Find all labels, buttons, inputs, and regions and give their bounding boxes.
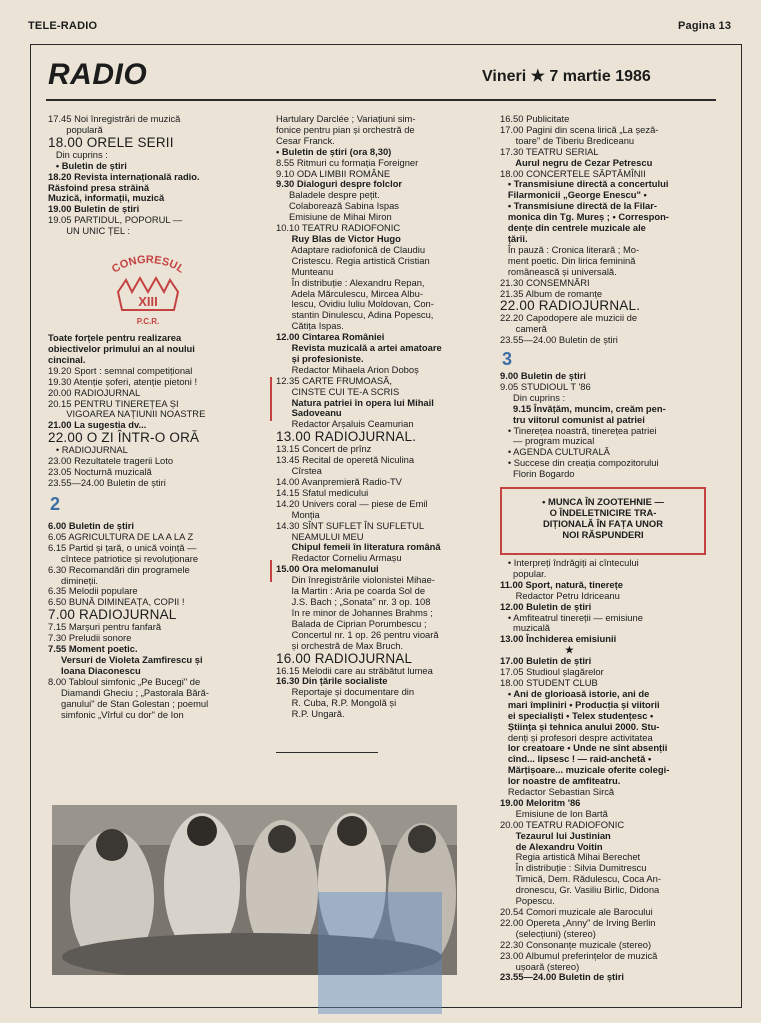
schedule-line: ei specialiști • Telex studențesc • bbox=[500, 709, 654, 721]
schedule-line: 8.55 Ritmuri cu formația Foreigner bbox=[276, 156, 419, 168]
schedule-line: Florin Bogardo bbox=[500, 468, 575, 480]
schedule-line: Din cuprins : bbox=[48, 148, 108, 160]
schedule-line: 9.00 Buletin de știri bbox=[500, 370, 586, 381]
schedule-line: Toate forțele pentru realizarea bbox=[48, 332, 182, 344]
schedule-line: Mărțișoare... muzicale oferite colegi- bbox=[500, 764, 670, 776]
schedule-line: • RADIOJURNAL bbox=[48, 444, 128, 456]
schedule-line: 18.00 STUDENT CLUB bbox=[500, 676, 598, 688]
schedule-line: Adaptare radiofonică de Claudiu bbox=[276, 243, 426, 255]
schedule-line: 23.00 Rezultatele tragerii Loto bbox=[48, 455, 174, 467]
schedule-line: 6.15 Partid și țară, o unică voință — bbox=[48, 541, 197, 553]
schedule-line: Hartulary Darclée ; Variațiuni sim- bbox=[276, 113, 416, 124]
schedule-column-1b bbox=[48, 521, 260, 720]
schedule-line: Emisiune de Mihai Miron bbox=[276, 211, 392, 223]
schedule-line: 20.00 TEATRU RADIOFONIC bbox=[500, 818, 625, 830]
schedule-line: Regia artistică Mihai Berechet bbox=[500, 851, 641, 863]
schedule-line: popular. bbox=[500, 567, 547, 579]
svg-text:CONGRESUL bbox=[110, 254, 187, 276]
schedule-line: românească și universală. bbox=[500, 265, 617, 277]
schedule-line: Ioana Diaconescu bbox=[48, 664, 141, 676]
schedule-line: 17.30 TEATRU SERIAL bbox=[500, 145, 599, 157]
schedule-line: și profesioniste. bbox=[276, 352, 364, 364]
schedule-line: 23.00 Albumul preferințelor de muzică bbox=[500, 949, 658, 961]
schedule-line: J.S. Bach ; „Sonata" nr. 3 op. 108 bbox=[276, 595, 431, 607]
schedule-line: Colaborează Sabina Ispas bbox=[276, 200, 399, 212]
schedule-line: • AGENDA CULTURALĂ bbox=[500, 446, 610, 458]
box-line-1: • MUNCA ÎN ZOOTEHNIE — bbox=[542, 496, 664, 507]
schedule-line: • Succese din creația compozitorului bbox=[500, 457, 659, 469]
column-2-end-rule bbox=[276, 752, 378, 753]
schedule-line: 20.54 Comori muzicale ale Barocului bbox=[500, 906, 653, 917]
date-line: Vineri ★ 7 martie 1986 bbox=[482, 68, 651, 85]
schedule-line: 17.05 Studioul șlagărelor bbox=[500, 666, 604, 678]
schedule-line: Redactor Corneliu Armașu bbox=[276, 552, 402, 564]
schedule-line: 6.35 Melodii populare bbox=[48, 585, 138, 597]
logo-sub-text: P.C.R. bbox=[136, 317, 160, 326]
schedule-line: stantin Dinulescu, Adina Popescu, bbox=[276, 309, 434, 321]
schedule-line: Versuri de Violeta Zamfirescu și bbox=[48, 653, 203, 665]
schedule-line: Monția bbox=[276, 508, 320, 520]
schedule-line: Redactor Petru Idriceanu bbox=[500, 589, 620, 601]
schedule-column-3c bbox=[500, 558, 714, 983]
schedule-line: 12.00 Cîntarea României bbox=[276, 331, 385, 343]
schedule-line: mari împliniri • Producția și viitorii bbox=[500, 698, 660, 710]
schedule-line: 17.00 Buletin de știri bbox=[500, 655, 592, 667]
schedule-line: • Buletin de știri (ora 8,30) bbox=[276, 145, 392, 157]
schedule-line: 9.05 STUDIOUL T '86 bbox=[500, 380, 591, 392]
schedule-line: 19.00 Meloritm '86 bbox=[500, 796, 581, 808]
schedule-line: 16.30 Din țările socialiste bbox=[276, 675, 388, 687]
schedule-line: Popescu. bbox=[500, 895, 555, 907]
schedule-line: CINSTE CUI TE-A SCRIS bbox=[276, 385, 400, 397]
congress-emblem-icon bbox=[88, 244, 208, 336]
schedule-line: 23.05 Nocturnă muzicală bbox=[48, 466, 152, 478]
schedule-line: 22.00 O ZI ÎNTR-O ORĂ bbox=[48, 430, 200, 446]
schedule-line: Revista muzicală a artei amatoare bbox=[276, 342, 442, 354]
schedule-line: și orchestră de Max Bruch. bbox=[276, 639, 404, 651]
schedule-line: 21.00 La sugestia dv... bbox=[48, 419, 147, 431]
schedule-line: 23.55—24.00 Buletin de știri bbox=[500, 971, 625, 983]
schedule-line: tru viitorul comunist al patriei bbox=[500, 413, 645, 425]
schedule-line: 23.55—24.00 Buletin de știri bbox=[500, 334, 618, 346]
schedule-line: Filarmonicii „George Enescu" • bbox=[500, 189, 647, 201]
schedule-line: 18.00 CONCERTELE SĂPTĂMÎNII bbox=[500, 167, 646, 179]
schedule-line: Din înregistrările violonistei Mihae- bbox=[276, 574, 435, 586]
schedule-line: 8.00 Tabloul simfonic „Pe Bucegi" de bbox=[48, 675, 201, 687]
schedule-line: dimineții. bbox=[48, 574, 99, 586]
box-line-2: O ÎNDELETNICIRE TRA- bbox=[549, 507, 657, 518]
highlight-bar-1 bbox=[270, 377, 272, 421]
schedule-line: ganului" de Stan Golestan ; poemul bbox=[48, 697, 209, 709]
schedule-line: 22.20 Capodopere ale muzicii de bbox=[500, 312, 638, 324]
schedule-line: 9.30 Dialoguri despre folclor bbox=[276, 178, 403, 190]
schedule-line: • Buletin de știri bbox=[48, 159, 127, 171]
schedule-line: În pauză : Cronica literară ; Mo- bbox=[500, 243, 640, 255]
highlight-bar-2 bbox=[270, 560, 272, 582]
schedule-line: În distribuție : Silvia Dumitrescu bbox=[500, 862, 647, 874]
schedule-line: în re minor de Johannes Brahms ; bbox=[276, 606, 433, 618]
schedule-line: Știința și tehnica anului 2000. Stu- bbox=[500, 720, 660, 732]
schedule-line: 13.00 RADIOJURNAL. bbox=[276, 429, 417, 445]
schedule-line: 19.30 Atenție șoferi, atenție pietoni ! bbox=[48, 375, 198, 387]
schedule-line: 16.50 Publicitate bbox=[500, 113, 570, 124]
schedule-line: 20.15 PENTRU TINEREȚEA ȘI bbox=[48, 397, 179, 409]
schedule-line: 6.30 Recomandări din programele bbox=[48, 563, 190, 575]
masthead-rule bbox=[46, 99, 716, 101]
schedule-line: Balada de Ciprian Porumbescu ; bbox=[276, 617, 427, 629]
schedule-column-2 bbox=[276, 114, 488, 720]
schedule-line: Diamandi Gheciu ; „Pastorala Bără- bbox=[48, 686, 210, 698]
page-number: Pagina 13 bbox=[678, 20, 732, 32]
schedule-column-3 bbox=[500, 114, 714, 346]
schedule-line: 17.00 Pagini din scena lirică „La șeză- bbox=[500, 123, 659, 135]
schedule-line: Redactor Arșaluis Ceamurian bbox=[276, 418, 414, 430]
schedule-line: Cristescu. Regia artistică Cristian bbox=[276, 254, 430, 266]
day-number-3: 3 bbox=[502, 349, 513, 369]
schedule-column-3b bbox=[500, 371, 714, 480]
schedule-line: Redactor Sebastian Sircă bbox=[500, 786, 615, 798]
schedule-line: dențe din centrele muzicale ale bbox=[500, 222, 646, 234]
schedule-line: • Ani de glorioasă istorie, ani de bbox=[500, 687, 650, 699]
schedule-line: 19.20 Sport : semnal competițional bbox=[48, 364, 193, 376]
schedule-line: Redactor Mihaela Arion Doboș bbox=[276, 363, 419, 375]
schedule-line: 19.05 PARTIDUL, POPORUL — bbox=[48, 214, 183, 226]
schedule-line: 7.15 Marșuri pentru fanfară bbox=[48, 621, 162, 633]
photo-watermark bbox=[318, 892, 442, 1014]
schedule-line: ușoară (stereo) bbox=[500, 960, 580, 972]
schedule-line: Sadoveanu bbox=[276, 407, 342, 419]
schedule-line: UN UNIC ȚEL : bbox=[48, 225, 130, 237]
schedule-line: populară bbox=[48, 123, 103, 135]
schedule-line: 11.00 Sport, natură, tinerețe bbox=[500, 578, 623, 590]
box-line-3: DIȚIONALĂ ÎN FAȚA UNOR bbox=[543, 518, 663, 529]
schedule-line: fonice pentru pian și orchestră de bbox=[276, 123, 415, 135]
schedule-line: Cătița Ispas. bbox=[276, 320, 344, 332]
schedule-line: țării. bbox=[500, 232, 528, 244]
schedule-line: 16.15 Melodii care au străbătut lumea bbox=[276, 664, 433, 676]
schedule-line: la Martin : Aria pe coarda Sol de bbox=[276, 585, 426, 597]
schedule-line: 14.00 Avanpremieră Radio-TV bbox=[276, 476, 402, 487]
schedule-line: 14.20 Univers coral — piese de Emil bbox=[276, 497, 428, 509]
schedule-line: de Alexandru Voitin bbox=[500, 840, 603, 852]
section-label: TELE-RADIO bbox=[28, 20, 98, 32]
schedule-line: 21.35 Album de romanțe bbox=[500, 287, 603, 299]
schedule-line: denți și profesori despre activitatea bbox=[500, 731, 653, 743]
schedule-line: — program muzical bbox=[500, 435, 595, 447]
schedule-line: Munteanu bbox=[276, 265, 334, 277]
schedule-line: 7.55 Moment poetic. bbox=[48, 643, 138, 655]
schedule-line: 13.15 Concert de prînz bbox=[276, 443, 372, 455]
schedule-line: Emisiune de Ion Bartă bbox=[500, 807, 608, 819]
schedule-line: • Tinerețea noastră, tinerețea patriei bbox=[500, 424, 657, 436]
schedule-line: cameră bbox=[500, 323, 547, 335]
schedule-line: 22.30 Consonanțe muzicale (stereo) bbox=[500, 938, 652, 950]
schedule-line: Muzică, informații, muzică bbox=[48, 192, 165, 204]
schedule-line: 12.35 CARTE FRUMOASĂ, bbox=[276, 374, 393, 386]
schedule-line: 13.45 Recital de operetă Niculina bbox=[276, 454, 415, 466]
schedule-line: 22.00 RADIOJURNAL. bbox=[500, 298, 641, 314]
schedule-line: muzicală bbox=[500, 622, 551, 634]
schedule-line: dronescu, Gr. Vasiliu Birlic, Didona bbox=[500, 884, 660, 896]
schedule-line: Chipul femeii în literatura română bbox=[276, 541, 441, 553]
schedule-line: Cesar Franck. bbox=[276, 134, 335, 146]
schedule-line: obiectivelor primului an al noului bbox=[48, 342, 195, 354]
schedule-line: 7.30 Preludii sonore bbox=[48, 632, 132, 644]
schedule-line: 18.20 Revista internațională radio. bbox=[48, 170, 200, 182]
schedule-line: 15.00 Ora melomanului bbox=[276, 563, 379, 575]
schedule-line: Cîrstea bbox=[276, 465, 322, 477]
schedule-line: 14.30 SÎNT SUFLET ÎN SUFLETUL bbox=[276, 519, 425, 531]
schedule-line: 20.00 RADIOJURNAL bbox=[48, 386, 141, 398]
schedule-line: Tezaurul lui Justinian bbox=[500, 829, 611, 841]
schedule-line: toare" de Tiberiu Brediceanu bbox=[500, 134, 635, 146]
schedule-line: ★ bbox=[500, 644, 574, 656]
schedule-line: lor creatoare • Unde ne sînt absenții bbox=[500, 742, 668, 754]
schedule-line: monica din Tg. Mureș ; • Correspon- bbox=[500, 211, 669, 223]
schedule-line: 10.10 TEATRU RADIOFONIC bbox=[276, 222, 401, 234]
schedule-line: Răsfoind presa străină bbox=[48, 181, 150, 193]
schedule-line: 23.55—24.00 Buletin de știri bbox=[48, 476, 166, 488]
schedule-line: Reportaje și documentare din bbox=[276, 686, 415, 698]
schedule-line: (selecțiuni) (stereo) bbox=[500, 927, 596, 939]
schedule-line: 7.00 RADIOJURNAL bbox=[48, 607, 177, 623]
schedule-line: VIGOAREA NAȚIUNII NOASTRE bbox=[48, 408, 206, 420]
box-line-4: NOI RĂSPUNDERI bbox=[562, 529, 644, 540]
schedule-line: R. Cuba, R.P. Mongolă și bbox=[276, 697, 397, 709]
schedule-line: Din cuprins : bbox=[500, 391, 566, 403]
schedule-line: Adela Mărculescu, Mircea Albu- bbox=[276, 287, 423, 299]
schedule-line: 16.00 RADIOJURNAL bbox=[276, 650, 413, 666]
schedule-line: 6.00 Buletin de știri bbox=[48, 520, 134, 531]
schedule-line: 6.50 BUNĂ DIMINEAȚA, COPII ! bbox=[48, 596, 185, 608]
schedule-line: 18.00 ORELE SERII bbox=[48, 134, 174, 150]
schedule-line: cincinal. bbox=[48, 353, 86, 365]
day-number-2: 2 bbox=[50, 494, 61, 514]
schedule-line: cîntece patriotice și revoluționare bbox=[48, 552, 199, 564]
schedule-line: ment poetic. Din lirica feminină bbox=[500, 254, 636, 266]
highlight-box bbox=[500, 487, 706, 555]
schedule-line: Ruy Blas de Victor Hugo bbox=[276, 232, 401, 244]
schedule-line: Concertul nr. 1 op. 26 pentru vioară bbox=[276, 628, 439, 640]
schedule-line: R.P. Ungară. bbox=[276, 708, 345, 720]
schedule-line: Aurul negru de Cezar Petrescu bbox=[500, 156, 653, 168]
schedule-line: 19.00 Buletin de știri bbox=[48, 203, 140, 215]
schedule-line: 14.15 Sfatul medicului bbox=[276, 486, 369, 498]
radio-title: RADIO bbox=[48, 58, 148, 91]
schedule-line: cînd... lipsesc ! — raid-anchetă • bbox=[500, 753, 652, 765]
logo-arc-text: CONGRESUL bbox=[109, 253, 187, 276]
schedule-line: 21.30 CONSEMNĂRI bbox=[500, 276, 590, 288]
schedule-line: • Transmisiune directă a concertului bbox=[500, 178, 669, 190]
schedule-line: 12.00 Buletin de știri bbox=[500, 600, 592, 612]
schedule-line: • Amfiteatrul tinereții — emisiune bbox=[500, 611, 643, 623]
schedule-line: În distribuție : Alexandru Repan, bbox=[276, 276, 425, 288]
congress-logo bbox=[88, 244, 208, 336]
schedule-line: NEAMULUI MEU bbox=[276, 530, 364, 542]
schedule-line: lor noastre de amfiteatru. bbox=[500, 775, 621, 787]
schedule-line: • Transmisiune directă de la Filar- bbox=[500, 200, 657, 212]
schedule-line: 13.00 Închiderea emisiunii bbox=[500, 633, 617, 645]
schedule-line: lescu, Ovidiu Iuliu Moldovan, Con- bbox=[276, 298, 434, 310]
schedule-line: Baladele despre pețit. bbox=[276, 189, 380, 201]
schedule-line: simfonic „Vîrful cu dor" de Ion bbox=[48, 708, 184, 720]
schedule-line: 17.45 Noi înregistrări de muzică bbox=[48, 113, 181, 124]
schedule-line: 9.10 ODA LIMBII ROMÂNE bbox=[276, 167, 391, 179]
logo-center-text: XIII bbox=[138, 294, 158, 309]
schedule-line: Timică, Dem. Rădulescu, Coca An- bbox=[500, 873, 661, 885]
schedule-line: 9.15 Învățăm, muncim, creăm pen- bbox=[500, 402, 666, 414]
schedule-line: 6.05 AGRICULTURA DE LA A LA Z bbox=[48, 530, 194, 542]
schedule-line: Natura patriei în opera lui Mihail bbox=[276, 396, 434, 408]
schedule-line: • Interpreți îndrăgiți ai cîntecului bbox=[500, 557, 639, 568]
schedule-line: 22.00 Opereta „Anny" de Irving Berlin bbox=[500, 916, 656, 928]
